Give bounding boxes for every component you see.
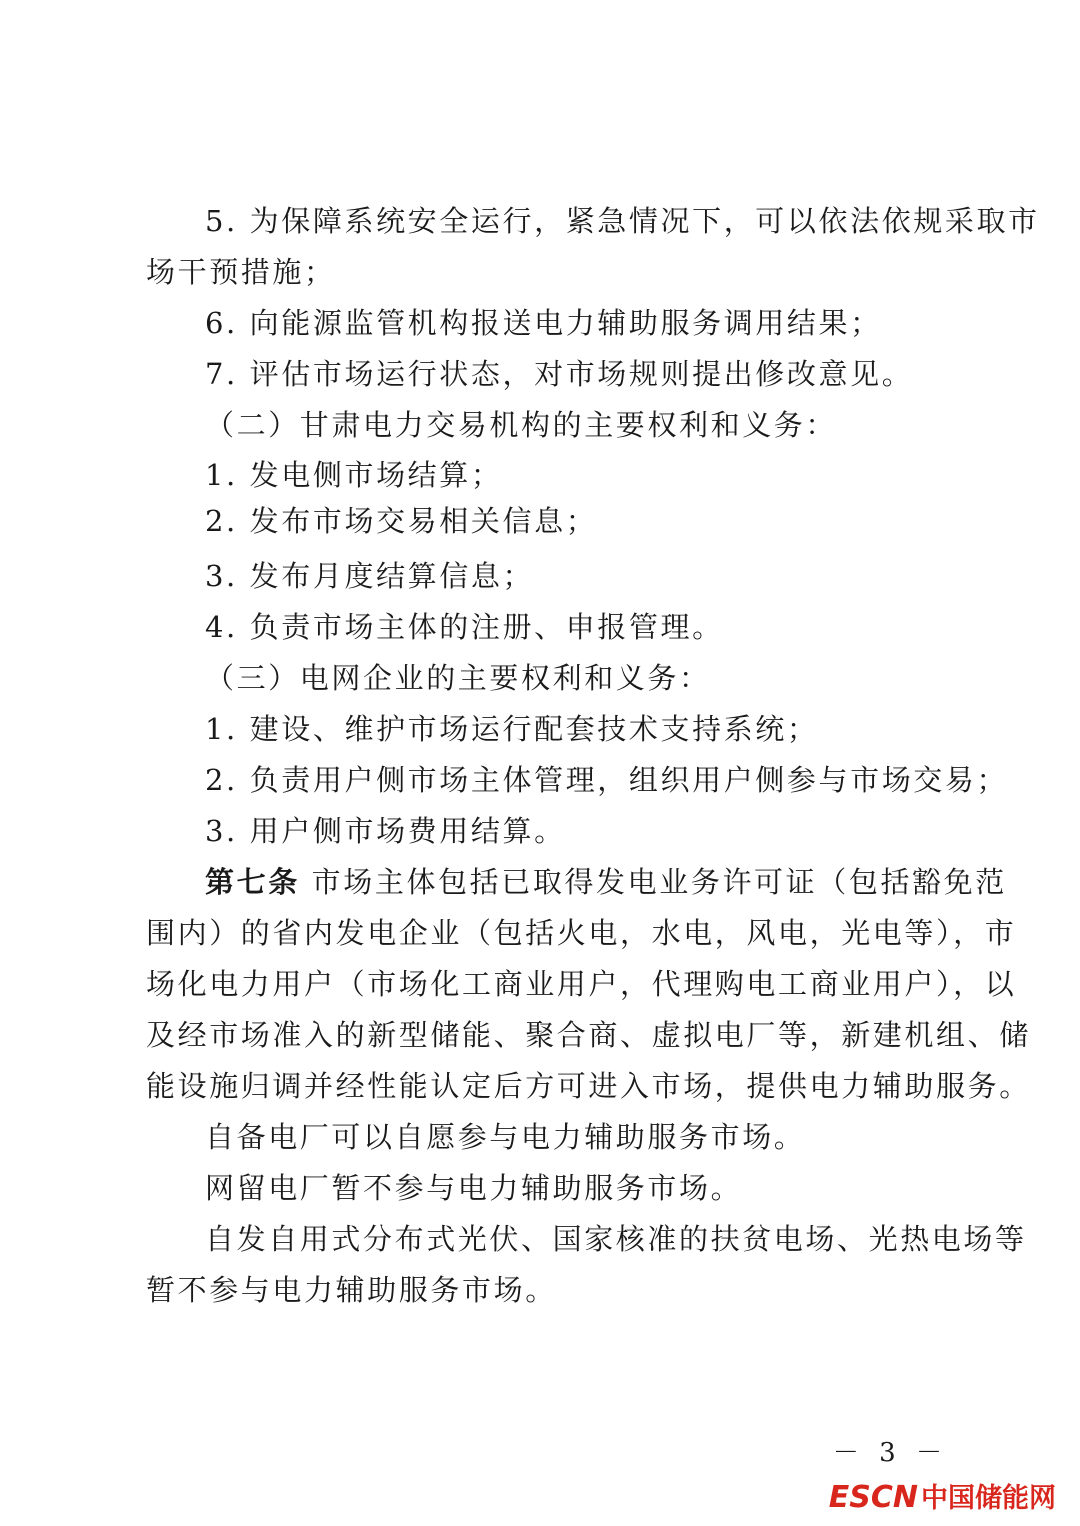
body-line: 暂不参与电力辅助服务市场。 xyxy=(146,1273,557,1307)
body-line: 5. 为保障系统安全运行，紧急情况下，可以依法依规采取市 xyxy=(205,204,1040,238)
body-line: 能设施归调并经性能认定后方可进入市场，提供电力辅助服务。 xyxy=(146,1069,1031,1103)
body-line: 场化电力用户（市场化工商业用户，代理购电工商业用户），以 xyxy=(146,967,1017,1001)
body-line: 1. 建设、维护市场运行配套技术支持系统； xyxy=(205,712,819,746)
body-line: 自备电厂可以自愿参与电力辅助服务市场。 xyxy=(205,1120,806,1154)
watermark-brand-cn: 中国储能网 xyxy=(921,1483,1056,1514)
body-line: 7. 评估市场运行状态，对市场规则提出修改意见。 xyxy=(205,357,914,391)
body-line: 自发自用式分布式光伏、国家核准的扶贫电场、光热电场等 xyxy=(205,1222,1027,1256)
body-line: 1. 发电侧市场结算； xyxy=(205,458,503,492)
body-line: 2. 负责用户侧市场主体管理，组织用户侧参与市场交易； xyxy=(205,763,1009,797)
body-line: 3. 发布月度结算信息； xyxy=(205,559,535,593)
body-line: 围内）的省内发电企业（包括火电，水电，风电，光电等），市 xyxy=(146,916,1017,950)
page-number: － 3 － xyxy=(832,1438,948,1468)
body-line: 场干预措施； xyxy=(146,255,336,289)
body-line: 6. 向能源监管机构报送电力辅助服务调用结果； xyxy=(205,306,882,340)
section-heading: （二）甘肃电力交易机构的主要权利和义务： xyxy=(205,408,838,442)
escn-watermark-logo xyxy=(829,1476,1056,1515)
section-heading: （三）电网企业的主要权利和义务： xyxy=(205,661,711,695)
watermark-brand-en: ESCN xyxy=(828,1480,918,1515)
body-line: 3. 用户侧市场费用结算。 xyxy=(205,814,566,848)
body-line: 4. 负责市场主体的注册、申报管理。 xyxy=(205,610,724,644)
body-line: 网留电厂暂不参与电力辅助服务市场。 xyxy=(205,1171,743,1205)
body-line: 及经市场准入的新型储能、聚合商、虚拟电厂等，新建机组、储 xyxy=(146,1018,1031,1052)
body-line: 2. 发布市场交易相关信息； xyxy=(205,504,598,538)
body-text: 市场主体包括已取得发电业务许可证（包括豁免范 xyxy=(311,865,1007,899)
article-heading: 第七条 xyxy=(205,865,300,899)
article-paragraph-first-line xyxy=(205,862,1007,902)
